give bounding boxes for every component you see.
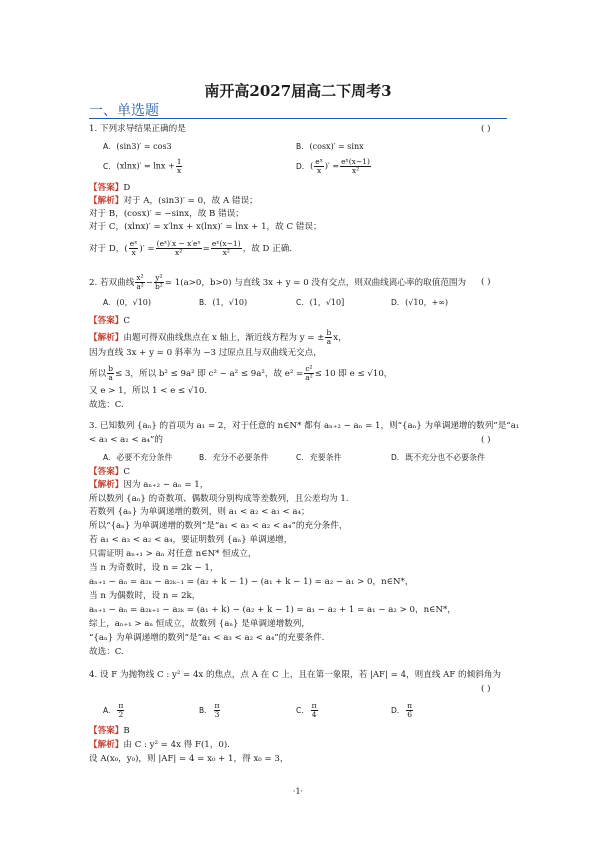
- q2-option-b: B. (1，√10): [199, 298, 248, 307]
- q3-analysis-line: 所以“{aₙ} 为单调递增的数列”是“a₁ < a₃ < a₂ < a₄”的充分条件，: [89, 521, 348, 531]
- page-title: 南开高2027届高二下周考3: [204, 82, 392, 100]
- q2-answer-paren: ( ): [481, 277, 491, 287]
- section-heading: 一、单选题: [89, 103, 159, 119]
- q3-option-d: D. 既不充分也不必要条件: [391, 453, 486, 462]
- q3-analysis-line: 若数列 {aₙ} 为单调递增的数列，则 a₁ < a₂ < a₃ < a₄；: [89, 507, 310, 517]
- q4-analysis-line: 设 A(x₀，y₀)，则 |AF| = 4 = x₀ + 1，得 x₀ = 3，: [89, 754, 289, 764]
- q2-option-c: C. (1，√10]: [296, 298, 345, 307]
- q3-analysis-line: 【解析】因为 aₙ₊₂ − aₙ = 1，: [89, 480, 209, 490]
- q3-answer-paren: ( ): [481, 435, 491, 445]
- q1-analysis-line: 【解析】对于 A，(sin3)′ = 0，故 A 错误；: [89, 196, 258, 206]
- q4-answer-paren: ( ): [481, 684, 491, 694]
- section-divider: [89, 118, 507, 119]
- q3-stem: < a₃ < a₂ < a₄”的: [89, 435, 163, 445]
- q1-analysis-line: 对于 C，(xlnx)′ = x′lnx + x(lnx)′ = lnx + 1，故 C 错误；: [89, 222, 322, 232]
- q1-analysis-line: 对于 D，( $\frac{\text{eˣ}}{x}$ )′ = $\frac{\text{(eˣ)′x − x′eˣ}}{\text{x²}}$ = $\frac{\text{eˣ(x−1)}}{\text{x²}}$ ，故 D 正确.: [89, 239, 293, 257]
- fraction: $\frac{\text{c²}}{\text{a²}}$: [305, 364, 313, 382]
- q4-option-c: C. $\frac{\pi}{4}$: [296, 701, 317, 719]
- q4-option-d: D. $\frac{\pi}{6}$: [391, 701, 413, 719]
- q3-analysis-line: “{aₙ} 为单调递增的数列”是“a₁ < a₃ < a₂ < a₄”的充要条件.: [89, 633, 325, 643]
- q2-answer: 【答案】C: [89, 316, 130, 326]
- q4-analysis-line: 【解析】由 C : y² = 4x 得 F(1，0).: [89, 740, 230, 750]
- q2-analysis-line: 因为直线 3x + y = 0 斜率为 −3 过原点且与双曲线无交点，: [89, 348, 322, 358]
- q1-answer: 【答案】D: [89, 183, 131, 193]
- q1-option-b: B. (cosx)′ = sinx: [296, 142, 364, 151]
- fraction: $\frac{\text{eˣ(x−1)}}{\text{x²}}$: [211, 239, 241, 257]
- q1-analysis-line: 对于 B，(cosx)′ = −sinx，故 B 错误；: [89, 209, 244, 219]
- q2-analysis-line: 【解析】由题可得双曲线焦点在 x 轴上，渐近线方程为 y = ± $\frac{b}{a}$ x，: [89, 328, 347, 346]
- q3-analysis-line: 若 a₁ < a₃ < a₂ < a₄，要证明数列 {aₙ} 单调递增，: [89, 535, 293, 545]
- page-number: ·1·: [292, 787, 304, 796]
- fraction: $\frac{\text{eˣ(x−1)}}{\text{x²}}$: [341, 157, 370, 175]
- q3-analysis-line: 故选：C.: [89, 647, 124, 657]
- q1-option-d: D. ( $\frac{\text{eˣ}}{x}$ )′ = $\frac{\text{eˣ(x−1)}}{\text{x²}}$: [296, 157, 370, 175]
- q2-analysis-line: 所以 $\frac{b}{a}$ ≤ 3，所以 b² ≤ 9a² 即 c² − a² ≤ 9a²，故 e² = $\frac{\text{c²}}{\text{a²}}$ ≤ 10 即 e ≤ √10，: [89, 364, 393, 382]
- fraction: $\frac{\text{eˣ}}{x}$: [315, 157, 323, 175]
- fraction: $\frac{\text{y²}}{\text{b²}}$: [155, 273, 163, 291]
- q2-stem: 2. 若双曲线 $\frac{\text{x²}}{\text{a²}}$ − $\frac{\text{y²}}{\text{b²}}$ = 1(a>0，b>0) 与直线 3x + y = 0 没有交点，则双曲线离心率的取值范围为: [89, 273, 467, 291]
- fraction: $\frac{\pi}{4}$: [311, 701, 317, 719]
- q3-option-a: A. 必要不充分条件: [103, 453, 173, 462]
- q3-stem: 3. 已知数列 {aₙ} 的首项为 a₁ = 2，对于任意的 n∈N* 都有 aₙ₊₂ − aₙ = 1，则“{aₙ} 为单调递增的数列”是“a₁: [89, 421, 520, 431]
- fraction: $\frac{\pi}{6}$: [407, 701, 413, 719]
- q1-option-c: C. (xlnx)′ = lnx + $\frac{1}{x}$: [103, 157, 182, 175]
- fraction: $\frac{\text{(eˣ)′x − x′eˣ}}{\text{x²}}$: [156, 239, 201, 257]
- q4-option-b: B. $\frac{\pi}{3}$: [199, 701, 220, 719]
- fraction: $\frac{\pi}{3}$: [214, 701, 220, 719]
- q3-analysis-line: 当 n 为奇数时，设 n = 2k − 1，: [89, 563, 219, 573]
- q2-option-a: A. (0，√10): [103, 298, 151, 307]
- q3-option-b: B. 充分不必要条件: [199, 453, 269, 462]
- fraction: $\frac{\text{x²}}{\text{a²}}$: [136, 273, 144, 291]
- fraction: $\frac{1}{x}$: [176, 157, 182, 175]
- q4-answer: 【答案】B: [89, 726, 130, 736]
- q1-stem: 1. 下列求导结果正确的是: [89, 124, 186, 134]
- q3-analysis-line: 所以数列 {aₙ} 的奇数项、偶数项分别构成等差数列，且公差均为 1.: [89, 494, 349, 504]
- q3-analysis-line: aₙ₊₁ − aₙ = a₂ₖ₊₁ − a₂ₖ = (a₁ + k) − (a₂ + k − 1) = a₁ − a₂ + 1 = a₁ − a₂ > 0，n∈N*，: [89, 605, 456, 615]
- q3-analysis-line: 只需证明 aₙ₊₁ > aₙ 对任意 n∈N* 恒成立，: [89, 549, 257, 559]
- q3-analysis-line: aₙ₊₁ − aₙ = a₂ₖ − a₂ₖ₋₁ = (a₂ + k − 1) − (a₁ + k − 1) = a₂ − a₁ > 0，n∈N*，: [89, 577, 414, 587]
- q4-option-a: A. $\frac{\pi}{2}$: [103, 701, 124, 719]
- q3-analysis-line: 综上，aₙ₊₁ > aₙ 恒成立，故数列 {aₙ} 是单调递增数列，: [89, 619, 310, 629]
- fraction: $\frac{\text{eˣ}}{x}$: [129, 239, 138, 257]
- fraction: $\frac{b}{a}$: [326, 328, 332, 346]
- fraction: $\frac{b}{a}$: [108, 364, 114, 382]
- fraction: $\frac{\pi}{2}$: [118, 701, 124, 719]
- q4-stem: 4. 设 F 为抛物线 C : y² = 4x 的焦点，点 A 在 C 上，且在第一象限，若 |AF| = 4，则直线 AF 的倾斜角为: [89, 670, 502, 680]
- q3-analysis-line: 当 n 为偶数时，设 n = 2k，: [89, 591, 201, 601]
- q2-analysis-line: 又 e > 1，所以 1 < e ≤ √10.: [89, 386, 208, 396]
- q2-option-d: D. (√10，+∞): [391, 298, 449, 307]
- q3-answer: 【答案】C: [89, 467, 130, 477]
- q1-answer-paren: ( ): [481, 124, 491, 134]
- q1-option-a: A. (sin3)′ = cos3: [103, 142, 172, 151]
- q3-option-c: C. 充要条件: [296, 453, 342, 462]
- q2-analysis-line: 故选：C.: [89, 400, 124, 410]
